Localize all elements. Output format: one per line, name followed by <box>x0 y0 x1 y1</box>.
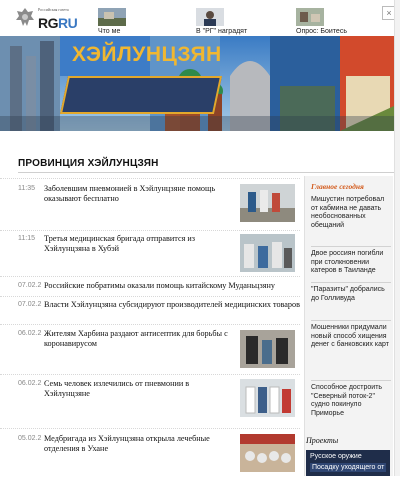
news-headline[interactable]: Жителям Харбина раздают антисептик для борьбы с коронавирусом <box>44 329 228 348</box>
news-thumbnail <box>240 234 295 272</box>
news-item[interactable] <box>0 324 300 373</box>
project-card-subtitle[interactable]: Посадку уходящего от <box>312 464 385 471</box>
top-teaser-1[interactable] <box>98 8 168 36</box>
news-time: 07.02.2 <box>18 282 42 289</box>
top-teaser-3[interactable] <box>296 8 376 36</box>
news-thumbnail <box>240 379 295 417</box>
section-title: ПРОВИНЦИЯ ХЭЙЛУНЦЗЯН <box>18 158 159 169</box>
news-thumbnail <box>240 330 295 368</box>
teaser-thumbnail <box>296 8 324 26</box>
news-time: 11:35 <box>18 185 35 192</box>
news-time: 05.02.2 <box>18 435 42 442</box>
news-item[interactable] <box>0 230 300 275</box>
sidebar-title: Главное сегодня <box>311 182 364 191</box>
news-thumbnail <box>240 184 295 222</box>
banner-title-plate <box>60 76 222 114</box>
news-headline[interactable]: Заболевшим пневмонией в Хэйлунцзяне помощь оказывают бесплатно <box>44 184 216 203</box>
teaser-title: Опрос: Боитесь <box>296 28 347 35</box>
teaser-thumbnail <box>98 8 126 26</box>
news-item[interactable] <box>0 428 300 477</box>
sidebar-link[interactable]: Способное достроить "Северный поток-2" судно покинуло Приморье <box>311 384 383 417</box>
banner-title: ХЭЙЛУНЦЗЯН <box>72 43 222 66</box>
news-item[interactable] <box>0 374 300 429</box>
close-icon[interactable]: × <box>382 6 396 20</box>
sidebar-link[interactable]: Двое россиян погибли при столкновении катеров в Таиланде <box>311 250 384 275</box>
emblem-icon <box>14 6 36 30</box>
vertical-scrollbar[interactable] <box>394 0 400 476</box>
teaser-title: Что ме <box>98 28 121 35</box>
news-headline[interactable]: Власти Хэйлунцзяна субсидируют производителей медицинских товаров <box>44 300 300 309</box>
sidebar-divider <box>311 246 391 247</box>
sidebar-link[interactable]: "Паразиты" добрались до Голливуда <box>311 286 385 302</box>
projects-title: Проекты <box>306 436 339 445</box>
sidebar-link[interactable]: Мошенники придумали новый способ хищения денег с банковских карт <box>311 324 389 349</box>
section-divider <box>18 172 394 173</box>
news-time: 06.02.2 <box>18 380 42 387</box>
sidebar-divider <box>311 282 391 283</box>
teaser-thumbnail <box>196 8 224 26</box>
sidebar-link[interactable]: Мишустин потребовал от кабмина не давать необоснованных обещаний <box>311 196 385 229</box>
news-item[interactable] <box>0 276 300 297</box>
project-card[interactable] <box>306 450 390 476</box>
news-time: 11:15 <box>18 235 35 242</box>
news-item[interactable] <box>0 296 300 325</box>
news-headline[interactable]: Медбригада из Хэйлунцзяна открыла лечебные отделения в Ухане <box>44 434 210 453</box>
news-headline[interactable]: Семь человек излечились от пневмонии в Хэйлунцзяне <box>44 379 190 398</box>
news-headline[interactable]: Третья медицинская бригада отправится из Хэйлунцзяна в Хубэй <box>44 234 196 253</box>
site-logo[interactable] <box>14 6 94 32</box>
top-teaser-2[interactable] <box>196 8 281 36</box>
sidebar-divider <box>311 320 391 321</box>
logo-wordmark: RGRU <box>38 15 78 31</box>
news-item[interactable] <box>0 178 300 229</box>
logo-subtitle: Российская газета <box>38 7 69 12</box>
top-bar <box>0 0 400 37</box>
sidebar-divider <box>311 380 391 381</box>
news-headline[interactable]: Российские побратимы оказали помощь китайскому Муданьцзяну <box>44 281 275 290</box>
news-time: 07.02.2 <box>18 301 42 308</box>
project-card-title[interactable]: Русское оружие <box>310 453 362 460</box>
news-thumbnail <box>240 434 295 472</box>
teaser-title: В "РГ" наградят <box>196 28 248 35</box>
sidebar-top-today <box>304 176 393 476</box>
news-time: 06.02.2 <box>18 330 42 337</box>
